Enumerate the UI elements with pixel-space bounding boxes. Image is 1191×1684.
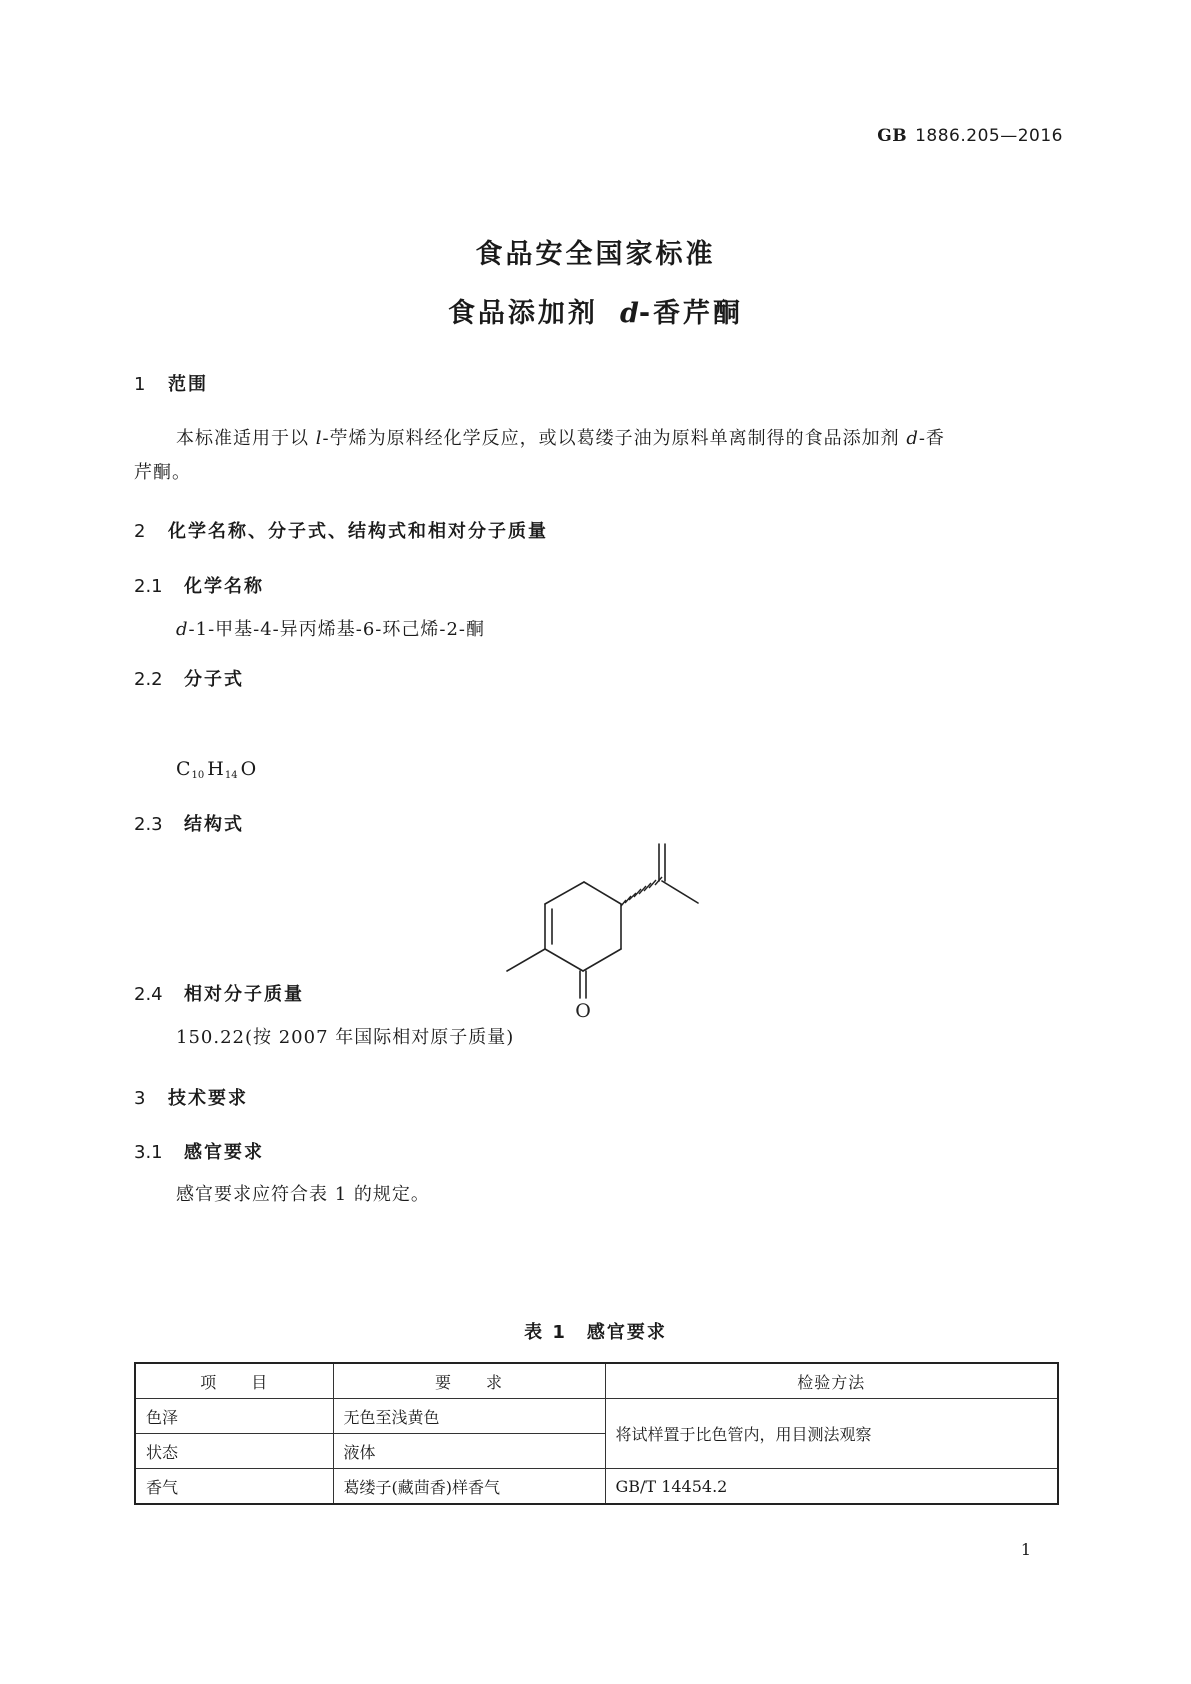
cell-item: 色泽 xyxy=(135,1399,333,1434)
table-row xyxy=(135,1399,1058,1434)
document-subtitle: 食品添加剂 d-香芹酮 xyxy=(447,298,744,329)
header-requirement: 要 求 xyxy=(333,1363,605,1399)
sensory-paragraph: 感官要求应符合表 1 的规定。 xyxy=(176,1184,430,1205)
cell-requirement: 葛缕子(藏茴香)样香气 xyxy=(333,1469,605,1505)
cell-method: GB/T 14454.2 xyxy=(605,1469,1058,1505)
section-heading-1: 1 范围 xyxy=(134,374,208,395)
cell-requirement: 液体 xyxy=(333,1434,605,1469)
table-row xyxy=(135,1469,1058,1505)
bond xyxy=(584,882,621,904)
cell-method: 将试样置于比色管内，用目测法观察 xyxy=(605,1399,1058,1469)
scope-paragraph: 本标准适用于以 l-苧烯为原料经化学反应，或以葛缕子油为原料单离制得的食品添加剂 d-香 芹酮。 xyxy=(134,428,945,483)
isopropenyl-methyl xyxy=(662,881,698,903)
page-number: 1 xyxy=(1020,1540,1031,1559)
standard-number xyxy=(877,126,1063,146)
chemical-name: d-1-甲基-4-异丙烯基-6-环己烯-2-酮 xyxy=(176,619,485,640)
standard-code: 1886.205—2016 xyxy=(915,126,1063,146)
sensory-requirements-table xyxy=(134,1362,1059,1505)
cell-item: 状态 xyxy=(135,1434,333,1469)
section-heading-2-4: 2.4 相对分子质量 xyxy=(134,984,304,1005)
standard-prefix: GB xyxy=(877,126,908,146)
cell-requirement: 无色至浅黄色 xyxy=(333,1399,605,1434)
bond xyxy=(545,882,584,904)
section-heading-2-1: 2.1 化学名称 xyxy=(134,576,264,597)
oxygen-label: O xyxy=(575,1000,591,1022)
section-heading-2-3: 2.3 结构式 xyxy=(134,814,244,835)
table-header-row xyxy=(135,1363,1058,1399)
molecular-formula: $C_{10}$ $H_{14}$ O xyxy=(176,758,257,781)
methyl-bond xyxy=(507,949,545,971)
section-heading-3: 3 技术要求 xyxy=(134,1088,248,1109)
section-heading-3-1: 3.1 感官要求 xyxy=(134,1142,264,1163)
hashed-wedge-bond xyxy=(621,877,662,906)
table-caption: 表 1 感官要求 xyxy=(524,1322,667,1343)
structural-formula xyxy=(495,840,705,1025)
header-method: 检验方法 xyxy=(605,1363,1058,1399)
bond xyxy=(545,949,583,971)
header-item: 项 目 xyxy=(135,1363,333,1399)
cell-item: 香气 xyxy=(135,1469,333,1505)
molecular-mass: 150.22(按 2007 年国际相对原子质量) xyxy=(176,1027,515,1048)
section-heading-2-2: 2.2 分子式 xyxy=(134,669,244,690)
section-heading-2: 2 化学名称、分子式、结构式和相对分子质量 xyxy=(134,521,548,542)
bond xyxy=(583,949,621,971)
document-title: 食品安全国家标准 xyxy=(475,239,716,270)
